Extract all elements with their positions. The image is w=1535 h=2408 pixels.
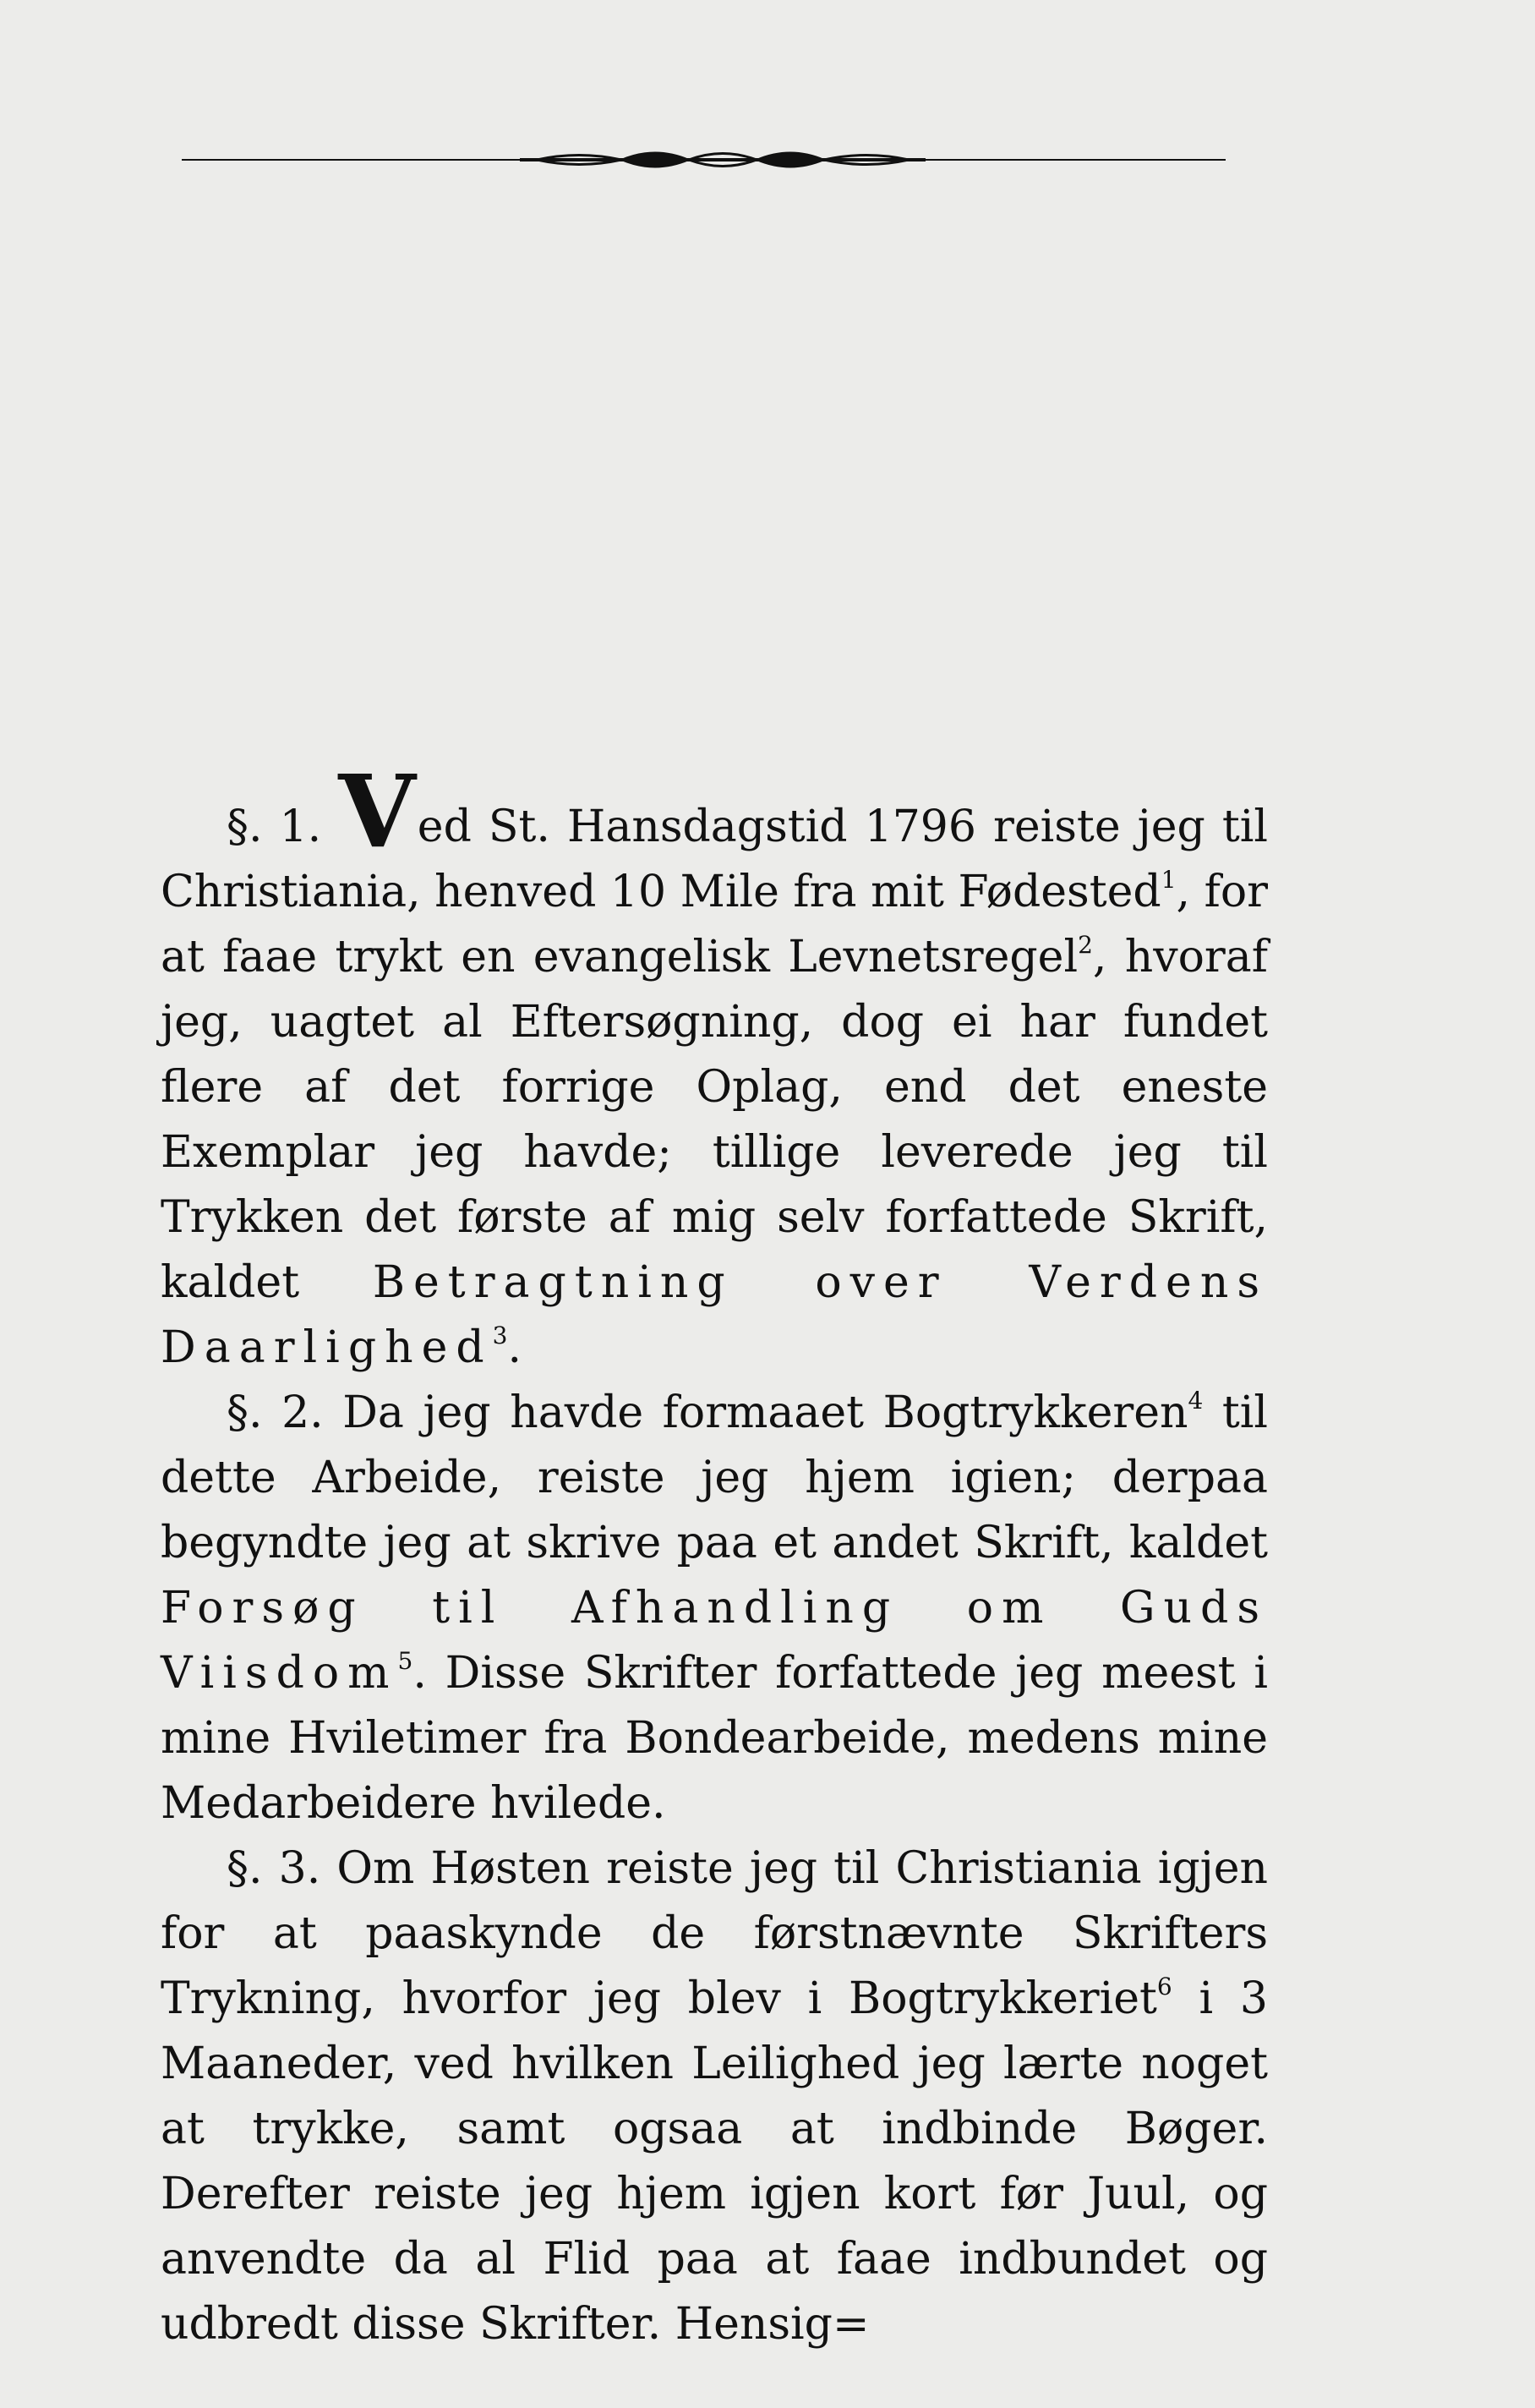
paragraph-text: , hvoraf jeg, uagtet al Eftersøgning, dog ei har fundet flere af det forrige Oplag, end det eneste Exemplar jeg havde; tillige leverede jeg til Trykken det første af mig selv forfattede Skrift, kaldet <box>161 932 1268 1308</box>
footnote-marker: 2 <box>1078 931 1093 959</box>
drop-cap: V <box>338 752 416 870</box>
paragraph-text: ed St. Hansdagstid 1796 reiste jeg til Christiania, henved 10 Mile fra mit Fødested <box>161 802 1269 917</box>
paragraph-text: , for at faae trykt en evangelisk Levnetsregel <box>161 867 1269 982</box>
work-title: Forsøg til Afhandling om Guds Viisdom <box>161 1583 1268 1699</box>
footnote-marker: 4 <box>1188 1387 1204 1415</box>
paragraph-text: . <box>507 1322 522 1373</box>
footnote-marker: 1 <box>1161 866 1177 894</box>
paragraph-text: til dette Arbeide, reiste jeg hjem igien; derpaa begyndte jeg at skrive paa et andet Skrift, kaldet <box>161 1387 1268 1568</box>
section-number: §. 2. <box>227 1387 324 1438</box>
paragraph-text: Da jeg havde formaaet Bogtrykkeren <box>342 1387 1188 1438</box>
footnote-marker: 5 <box>397 1647 413 1675</box>
paragraph-text: Om Høsten reiste jeg til Christiania igjen for at paaskynde de førstnævnte Skrifters Trykning, hvorfor jeg blev i Bogtrykkeriet <box>161 1843 1269 2024</box>
section-number: §. 3. <box>227 1843 321 1894</box>
footnote-marker: 3 <box>492 1322 508 1349</box>
section-number: §. 1. <box>227 802 322 852</box>
paragraph-text: . Disse Skrifter forfattede jeg meest i mine Hviletimer fra Bondearbeide, medens mine Medarbeidere hvilede. <box>161 1648 1268 1829</box>
paragraph-1 <box>161 752 1269 1381</box>
paragraph-3 <box>161 1836 1268 2357</box>
footnote-marker: 6 <box>1156 1973 1172 2000</box>
decorative-rule-ornament-icon <box>182 142 1226 178</box>
paragraph-text: i 3 Maaneder, ved hvilken Leilighed jeg lærte noget at trykke, samt ogsaa at indbinde Bøger. Derefter reiste jeg hjem igjen kort før Juul, og anvendte da al Flid paa at faae indbundet og udbredt disse Skrifter. Hensig= <box>161 1973 1269 2350</box>
text-block <box>161 752 1269 2357</box>
paragraph-2 <box>161 1381 1268 1836</box>
work-title: Betragtning over Verdens Daarlighed <box>161 1257 1268 1373</box>
